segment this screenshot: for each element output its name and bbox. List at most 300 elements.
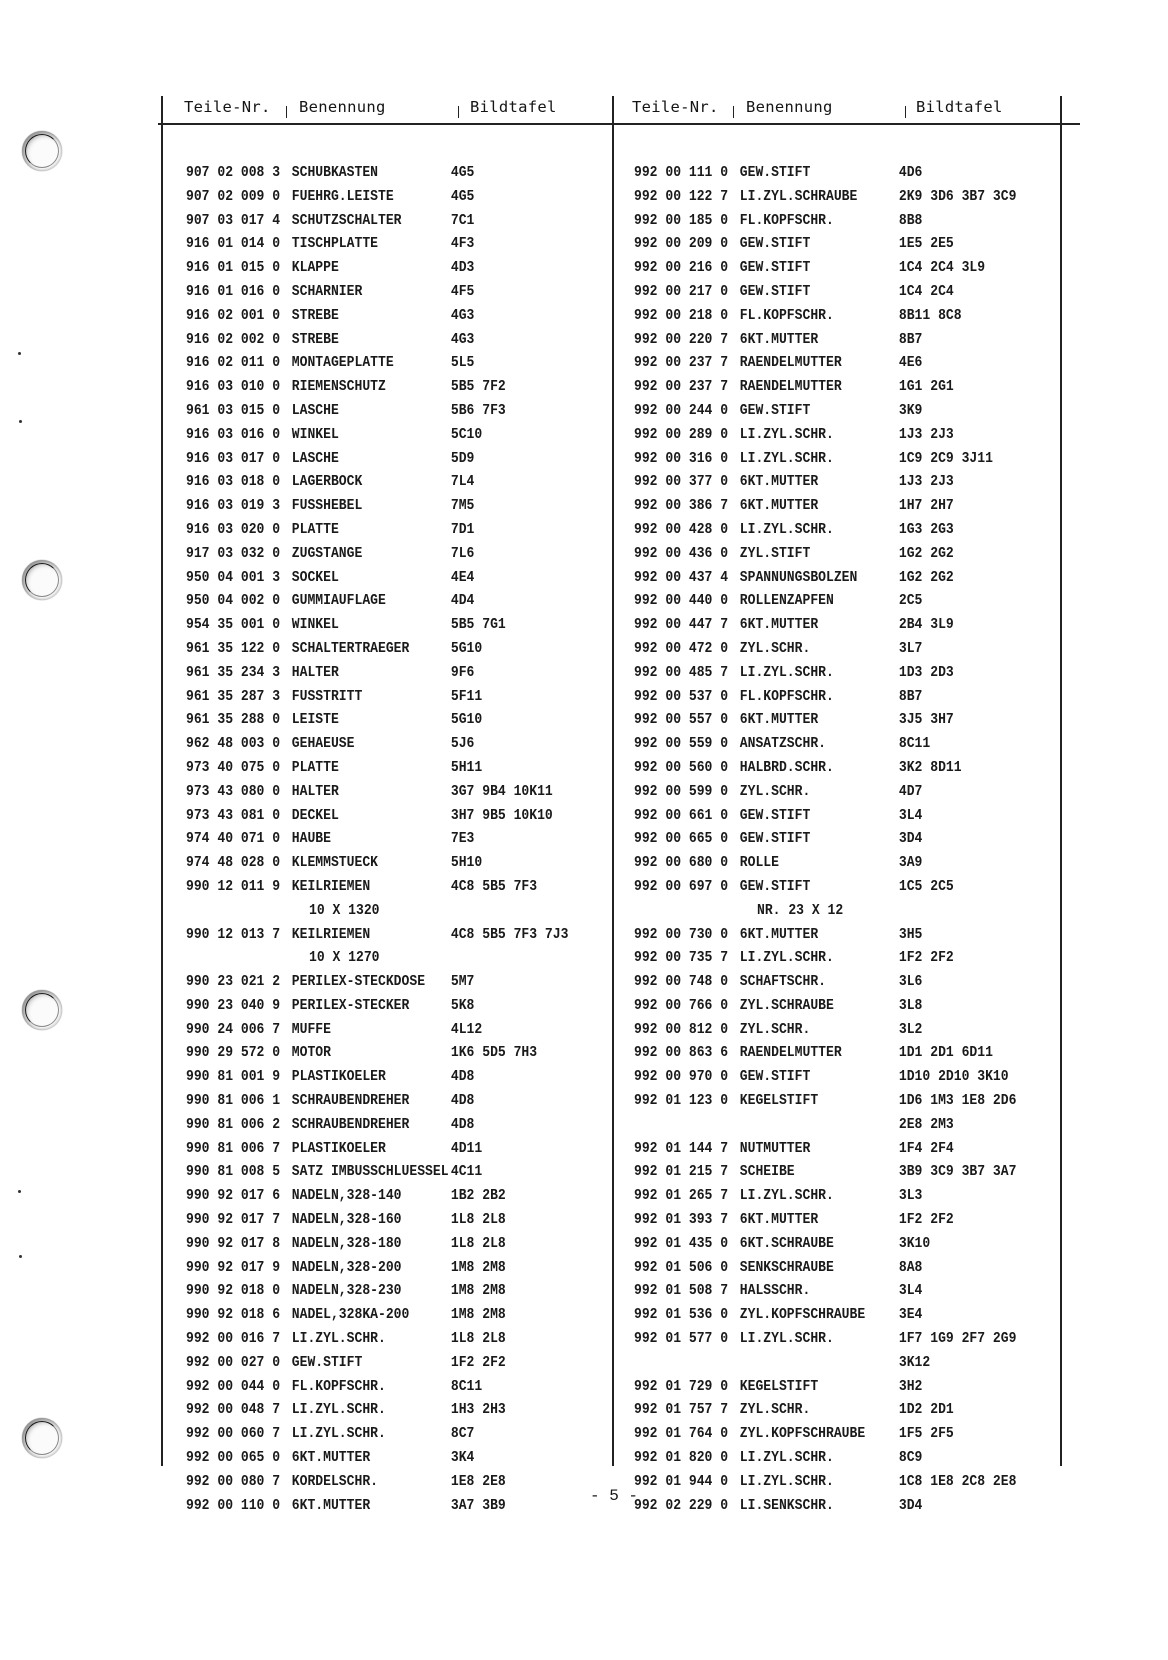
part-name: LEISTE [291,710,339,729]
part-number: 992 00 216 0 [634,258,729,277]
part-name: PERILEX-STECKER [291,995,410,1014]
bildtafel-ref: 3H2 [898,1376,923,1395]
table-row [186,1422,606,1446]
part-number: 992 00 065 0 [186,1448,281,1467]
part-name: NADELN,328-140 [291,1186,402,1205]
table-row [186,375,606,399]
bildtafel-ref: 1H3 2H3 [450,1400,506,1419]
part-number: 992 00 735 7 [634,948,729,967]
bildtafel-ref: 4G3 [450,329,475,348]
bildtafel-ref: 3K12 [898,1352,931,1371]
part-number: 990 92 017 7 [186,1210,281,1229]
bildtafel-ref: 1L8 2L8 [450,1210,506,1229]
part-name: 6KT.MUTTER [291,1495,371,1514]
table-row [186,827,606,851]
bildtafel-ref: 8B7 [898,329,923,348]
part-name: FL.KOPFSCHR. [739,210,834,229]
bildtafel-ref: 1E5 2E5 [898,234,954,253]
table-row [186,732,606,756]
table-row [186,256,606,280]
table-row [634,1375,1054,1399]
part-number: 992 00 436 0 [634,543,729,562]
bildtafel-ref: 1D1 2D1 6D11 [898,1043,993,1062]
part-name: SCHALTERTRAEGER [291,638,410,657]
part-name: ZYL.KOPFSCHRAUBE [739,1305,866,1324]
table-row [186,1494,606,1518]
part-number: 961 35 287 3 [186,686,281,705]
header-tick [458,106,459,118]
bildtafel-ref: 1L8 2L8 [450,1329,506,1348]
part-number: 992 00 218 0 [634,305,729,324]
part-number: 992 00 080 7 [186,1471,281,1490]
part-number: 992 00 447 7 [634,615,729,634]
part-name: ROLLENZAPFEN [739,591,834,610]
table-row [634,780,1054,804]
table-row [634,1327,1054,1351]
part-number: 992 00 560 0 [634,757,729,776]
table-row [634,1041,1054,1065]
bildtafel-ref: 8B8 [898,210,923,229]
part-number: 990 81 001 9 [186,1067,281,1086]
part-name: KEGELSTIFT [739,1091,819,1110]
bildtafel-ref: 1M8 2M8 [450,1305,506,1324]
part-name: PLASTIKOELER [291,1067,386,1086]
part-name-continuation: 10 X 1320 [308,900,380,919]
part-number: 973 40 075 0 [186,757,281,776]
page-number: - 5 - [590,1487,639,1505]
part-number: 992 00 110 0 [186,1495,281,1514]
part-number: 990 12 011 9 [186,876,281,895]
part-name: LI.ZYL.SCHR. [291,1424,386,1443]
part-number: 992 00 766 0 [634,995,729,1014]
part-number: 992 01 435 0 [634,1233,729,1252]
part-name: GEW.STIFT [739,876,811,895]
part-name: ANSATZSCHR. [739,734,827,753]
part-name: FL.KOPFSCHR. [739,305,834,324]
table-row [186,1089,606,1113]
scan-speck [18,352,21,355]
bildtafel-ref: 7C1 [450,210,475,229]
binder-hole [22,990,62,1030]
left-parts-list [186,161,674,1517]
part-name-continuation: NR. 23 X 12 [756,900,844,919]
part-name: 6KT.MUTTER [291,1448,371,1467]
table-row [186,875,606,899]
part-number: 990 81 006 1 [186,1091,281,1110]
table-row [634,661,1054,685]
bildtafel-ref: 1F5 2F5 [898,1424,954,1443]
bildtafel-ref: 4E4 [450,567,475,586]
table-row [186,685,606,709]
table-row [186,1041,606,1065]
bildtafel-ref: 1C4 2C4 [898,281,954,300]
table-row [186,1279,606,1303]
table-row [186,1446,606,1470]
part-number: 992 01 577 0 [634,1329,729,1348]
bildtafel-ref: 8C7 [450,1424,475,1443]
part-name: SCHAFTSCHR. [739,972,827,991]
bildtafel-ref: 4C8 5B5 7F3 [450,876,538,895]
table-row [634,470,1054,494]
bildtafel-ref: 4G5 [450,186,475,205]
bildtafel-ref: 8C9 [898,1448,923,1467]
table-row [634,804,1054,828]
bildtafel-ref: 8B11 8C8 [898,305,962,324]
table-row [634,685,1054,709]
part-number: 992 00 440 0 [634,591,729,610]
table-row [186,1470,606,1494]
part-name: ZYL.SCHR. [739,638,811,657]
part-name: GEW.STIFT [739,258,811,277]
part-name-continuation: 10 X 1270 [308,948,380,967]
table-row [186,970,606,994]
table-row [634,518,1054,542]
part-name: HALBRD.SCHR. [739,757,834,776]
bildtafel-ref: 3H5 [898,924,923,943]
part-name: LI.ZYL.SCHR. [739,1448,834,1467]
part-number: 992 00 665 0 [634,829,729,848]
bildtafel-ref: 1C8 1E8 2C8 2E8 [898,1471,1017,1490]
part-name: LI.ZYL.SCHR. [739,948,834,967]
table-row [634,1256,1054,1280]
bildtafel-ref: 5D9 [450,448,475,467]
table-row [634,1398,1054,1422]
table-row [634,399,1054,423]
bildtafel-ref: 3D4 [898,829,923,848]
part-number: 992 01 506 0 [634,1257,729,1276]
table-row [634,1065,1054,1089]
part-name: 6KT.SCHRAUBE [739,1233,834,1252]
bildtafel-ref: 3K2 8D11 [898,757,962,776]
part-number: 992 00 237 7 [634,353,729,372]
table-row [634,899,1054,923]
part-name: LI.SENKSCHR. [739,1495,834,1514]
part-number: 962 48 003 0 [186,734,281,753]
table-row [634,1494,1054,1518]
part-name: GEW.STIFT [739,400,811,419]
table-row [634,1184,1054,1208]
table-row [634,1018,1054,1042]
bildtafel-ref: 1F2 2F2 [898,1210,954,1229]
header-tick [286,106,287,118]
bildtafel-ref: 4C8 5B5 7F3 7J3 [450,924,569,943]
part-name: GEW.STIFT [739,805,811,824]
part-number: 907 02 008 3 [186,163,281,181]
table-row [634,566,1054,590]
part-number: 992 00 185 0 [634,210,729,229]
part-number: 916 03 018 0 [186,472,281,491]
bildtafel-ref: 5C10 [450,424,483,443]
bildtafel-ref: 3L4 [898,1281,923,1300]
table-row [634,923,1054,947]
bildtafel-ref: 3D4 [898,1495,923,1514]
part-name: KORDELSCHR. [291,1471,379,1490]
bildtafel-ref: 3H7 9B5 10K10 [450,805,553,824]
part-name: FUSSHEBEL [291,496,363,515]
part-name: GEW.STIFT [739,1067,811,1086]
table-row [186,851,606,875]
part-number: 916 02 002 0 [186,329,281,348]
part-name: SCHUBKASTEN [291,163,379,181]
part-number: 992 00 730 0 [634,924,729,943]
table-row [186,399,606,423]
part-number: 990 92 017 8 [186,1233,281,1252]
part-number: 916 01 015 0 [186,258,281,277]
part-number: 992 00 316 0 [634,448,729,467]
table-row [634,827,1054,851]
table-row [186,637,606,661]
part-number: 917 03 032 0 [186,543,281,562]
part-name: FUSSTRITT [291,686,363,705]
bildtafel-ref: 4G5 [450,163,475,181]
bildtafel-ref: 4E6 [898,353,923,372]
table-row [186,1113,606,1137]
bildtafel-ref: 4L12 [450,1019,483,1038]
part-name: SPANNUNGSBOLZEN [739,567,858,586]
part-name: RIEMENSCHUTZ [291,377,386,396]
header-left-bildtafel: Bildtafel [470,98,557,116]
bildtafel-ref: 5B6 7F3 [450,400,506,419]
part-number: 992 00 016 7 [186,1329,281,1348]
bildtafel-ref: 4D6 [898,163,923,181]
scan-speck [19,420,22,423]
bildtafel-ref: 7L4 [450,472,475,491]
part-number: 990 92 017 9 [186,1257,281,1276]
part-name: PLASTIKOELER [291,1138,386,1157]
header-right-bildtafel: Bildtafel [916,98,1003,116]
part-name: STREBE [291,305,339,324]
part-number: 974 40 071 0 [186,829,281,848]
table-row [186,304,606,328]
part-number: 916 02 001 0 [186,305,281,324]
right-parts-list [634,161,1122,1517]
part-name: GEW.STIFT [739,829,811,848]
part-number: 990 23 021 2 [186,972,281,991]
table-row [186,589,606,613]
table-row [634,447,1054,471]
table-row [186,1303,606,1327]
part-number: 990 23 040 9 [186,995,281,1014]
part-number: 961 35 234 3 [186,662,281,681]
bildtafel-ref: 5B5 7F2 [450,377,506,396]
bildtafel-ref: 4D7 [898,781,923,800]
part-name: GEW.STIFT [739,281,811,300]
part-number: 992 00 377 0 [634,472,729,491]
bildtafel-ref: 1D10 2D10 3K10 [898,1067,1009,1086]
part-name: NADELN,328-180 [291,1233,402,1252]
part-number: 992 00 559 0 [634,734,729,753]
table-row [634,209,1054,233]
bildtafel-ref: 1J3 2J3 [898,424,954,443]
table-row [634,875,1054,899]
part-name: MONTAGEPLATTE [291,353,394,372]
bildtafel-ref: 4D4 [450,591,475,610]
part-number: 992 00 217 0 [634,281,729,300]
bildtafel-ref: 1F4 2F4 [898,1138,954,1157]
part-name: ZYL.STIFT [739,543,811,562]
part-name: GEW.STIFT [291,1352,363,1371]
part-name: RAENDELMUTTER [739,353,842,372]
part-name: LI.ZYL.SCHR. [739,448,834,467]
bildtafel-ref: 1G2 2G2 [898,543,954,562]
part-name: LI.ZYL.SCHR. [291,1400,386,1419]
part-name: PERILEX-STECKDOSE [291,972,426,991]
part-name: LI.ZYL.SCHR. [291,1329,386,1348]
part-number: 992 02 229 0 [634,1495,729,1514]
bildtafel-ref: 1C5 2C5 [898,876,954,895]
table-row [634,708,1054,732]
part-number: 961 35 122 0 [186,638,281,657]
table-row [186,209,606,233]
bildtafel-ref: 9F6 [450,662,475,681]
bildtafel-ref: 5M7 [450,972,475,991]
part-number: 992 01 820 0 [634,1448,729,1467]
bildtafel-ref: 1L8 2L8 [450,1233,506,1252]
bildtafel-ref: 3G7 9B4 10K11 [450,781,553,800]
table-row [186,185,606,209]
table-row [186,232,606,256]
table-row [634,1279,1054,1303]
part-name: LI.ZYL.SCHRAUBE [739,186,858,205]
part-name: MOTOR [291,1043,331,1062]
bildtafel-ref: 3L7 [898,638,923,657]
table-row [186,1256,606,1280]
table-row [186,161,606,185]
part-number: 990 81 006 2 [186,1114,281,1133]
bildtafel-ref: 1E8 2E8 [450,1471,506,1490]
part-name: FL.KOPFSCHR. [291,1376,386,1395]
bildtafel-ref: 3J5 3H7 [898,710,954,729]
part-name: NADELN,328-200 [291,1257,402,1276]
part-name: 6KT.MUTTER [739,924,819,943]
bildtafel-ref: 1J3 2J3 [898,472,954,491]
bildtafel-ref: 4F5 [450,281,475,300]
bildtafel-ref: 3K4 [450,1448,475,1467]
bildtafel-ref: 3L3 [898,1186,923,1205]
part-number: 916 01 014 0 [186,234,281,253]
part-number: 992 00 060 7 [186,1424,281,1443]
part-name: SCHRAUBENDREHER [291,1114,410,1133]
part-number: 992 01 265 7 [634,1186,729,1205]
part-name: SCHRAUBENDREHER [291,1091,410,1110]
bildtafel-ref: 1F2 2F2 [898,948,954,967]
table-row [634,1208,1054,1232]
bildtafel-ref: 7L6 [450,543,475,562]
bildtafel-ref: 3B9 3C9 3B7 3A7 [898,1162,1017,1181]
bildtafel-ref: 3K10 [898,1233,931,1252]
bildtafel-ref: 1D6 1M3 1E8 2D6 [898,1091,1017,1110]
table-row [186,1137,606,1161]
part-name: PLATTE [291,757,339,776]
part-number: 992 00 863 6 [634,1043,729,1062]
table-row [634,994,1054,1018]
part-name: WINKEL [291,615,339,634]
part-name: LI.ZYL.SCHR. [739,1329,834,1348]
part-name: SCHARNIER [291,281,363,300]
header-tick [905,106,906,118]
part-name: 6KT.MUTTER [739,710,819,729]
part-name: RAENDELMUTTER [739,1043,842,1062]
part-name: LAGERBOCK [291,472,363,491]
table-row [186,1232,606,1256]
table-row [186,470,606,494]
bildtafel-ref: 3A7 3B9 [450,1495,506,1514]
part-number: 992 00 289 0 [634,424,729,443]
part-number: 992 00 557 0 [634,710,729,729]
bildtafel-ref: 5F11 [450,686,483,705]
table-row [186,804,606,828]
bildtafel-ref: 1G2 2G2 [898,567,954,586]
table-row [634,637,1054,661]
part-name: LI.ZYL.SCHR. [739,424,834,443]
bildtafel-ref: 8B7 [898,686,923,705]
part-name: 6KT.MUTTER [739,1210,819,1229]
bildtafel-ref: 4C11 [450,1162,483,1181]
part-name: LI.ZYL.SCHR. [739,1471,834,1490]
binder-hole [22,1418,62,1458]
bildtafel-ref: 3L4 [898,805,923,824]
table-row [634,1446,1054,1470]
header-left-benennung: Benennung [299,98,386,116]
bildtafel-ref: 5B5 7G1 [450,615,506,634]
part-name: SCHUTZSCHALTER [291,210,402,229]
bildtafel-ref: 5G10 [450,638,483,657]
table-row [186,923,606,947]
part-number: 950 04 001 3 [186,567,281,586]
bildtafel-ref: 8C11 [450,1376,483,1395]
part-name: NADEL,328KA-200 [291,1305,410,1324]
table-row [634,756,1054,780]
part-name: GEHAEUSE [291,734,355,753]
part-name: 6KT.MUTTER [739,615,819,634]
table-row [634,1422,1054,1446]
part-name: KEILRIEMEN [291,924,371,943]
part-number: 992 00 970 0 [634,1067,729,1086]
table-row [186,328,606,352]
table-row [186,994,606,1018]
part-name: KLAPPE [291,258,339,277]
table-row [186,946,606,970]
scan-speck [19,1255,22,1258]
part-name: ZYL.KOPFSCHRAUBE [739,1424,866,1443]
bildtafel-ref: 7M5 [450,496,475,515]
part-number: 992 01 729 0 [634,1376,729,1395]
part-number: 992 00 661 0 [634,805,729,824]
table-row [186,1351,606,1375]
part-name: ROLLE [739,853,779,872]
part-name: SENKSCHRAUBE [739,1257,834,1276]
part-number: 990 92 018 6 [186,1305,281,1324]
table-row [634,185,1054,209]
table-row [634,328,1054,352]
table-row [634,1351,1054,1375]
table-row [634,256,1054,280]
binder-hole [22,131,62,171]
part-number: 990 29 572 0 [186,1043,281,1062]
table-row [634,946,1054,970]
table-row [634,1303,1054,1327]
part-number: 992 00 027 0 [186,1352,281,1371]
table-row [634,732,1054,756]
part-name: NUTMUTTER [739,1138,811,1157]
table-row [186,351,606,375]
header-tick [733,106,734,118]
bildtafel-ref: 2E8 2M3 [898,1114,954,1133]
bildtafel-ref: 4D8 [450,1067,475,1086]
table-row [186,1398,606,1422]
part-number: 992 00 244 0 [634,400,729,419]
part-name: ZYL.SCHR. [739,781,811,800]
